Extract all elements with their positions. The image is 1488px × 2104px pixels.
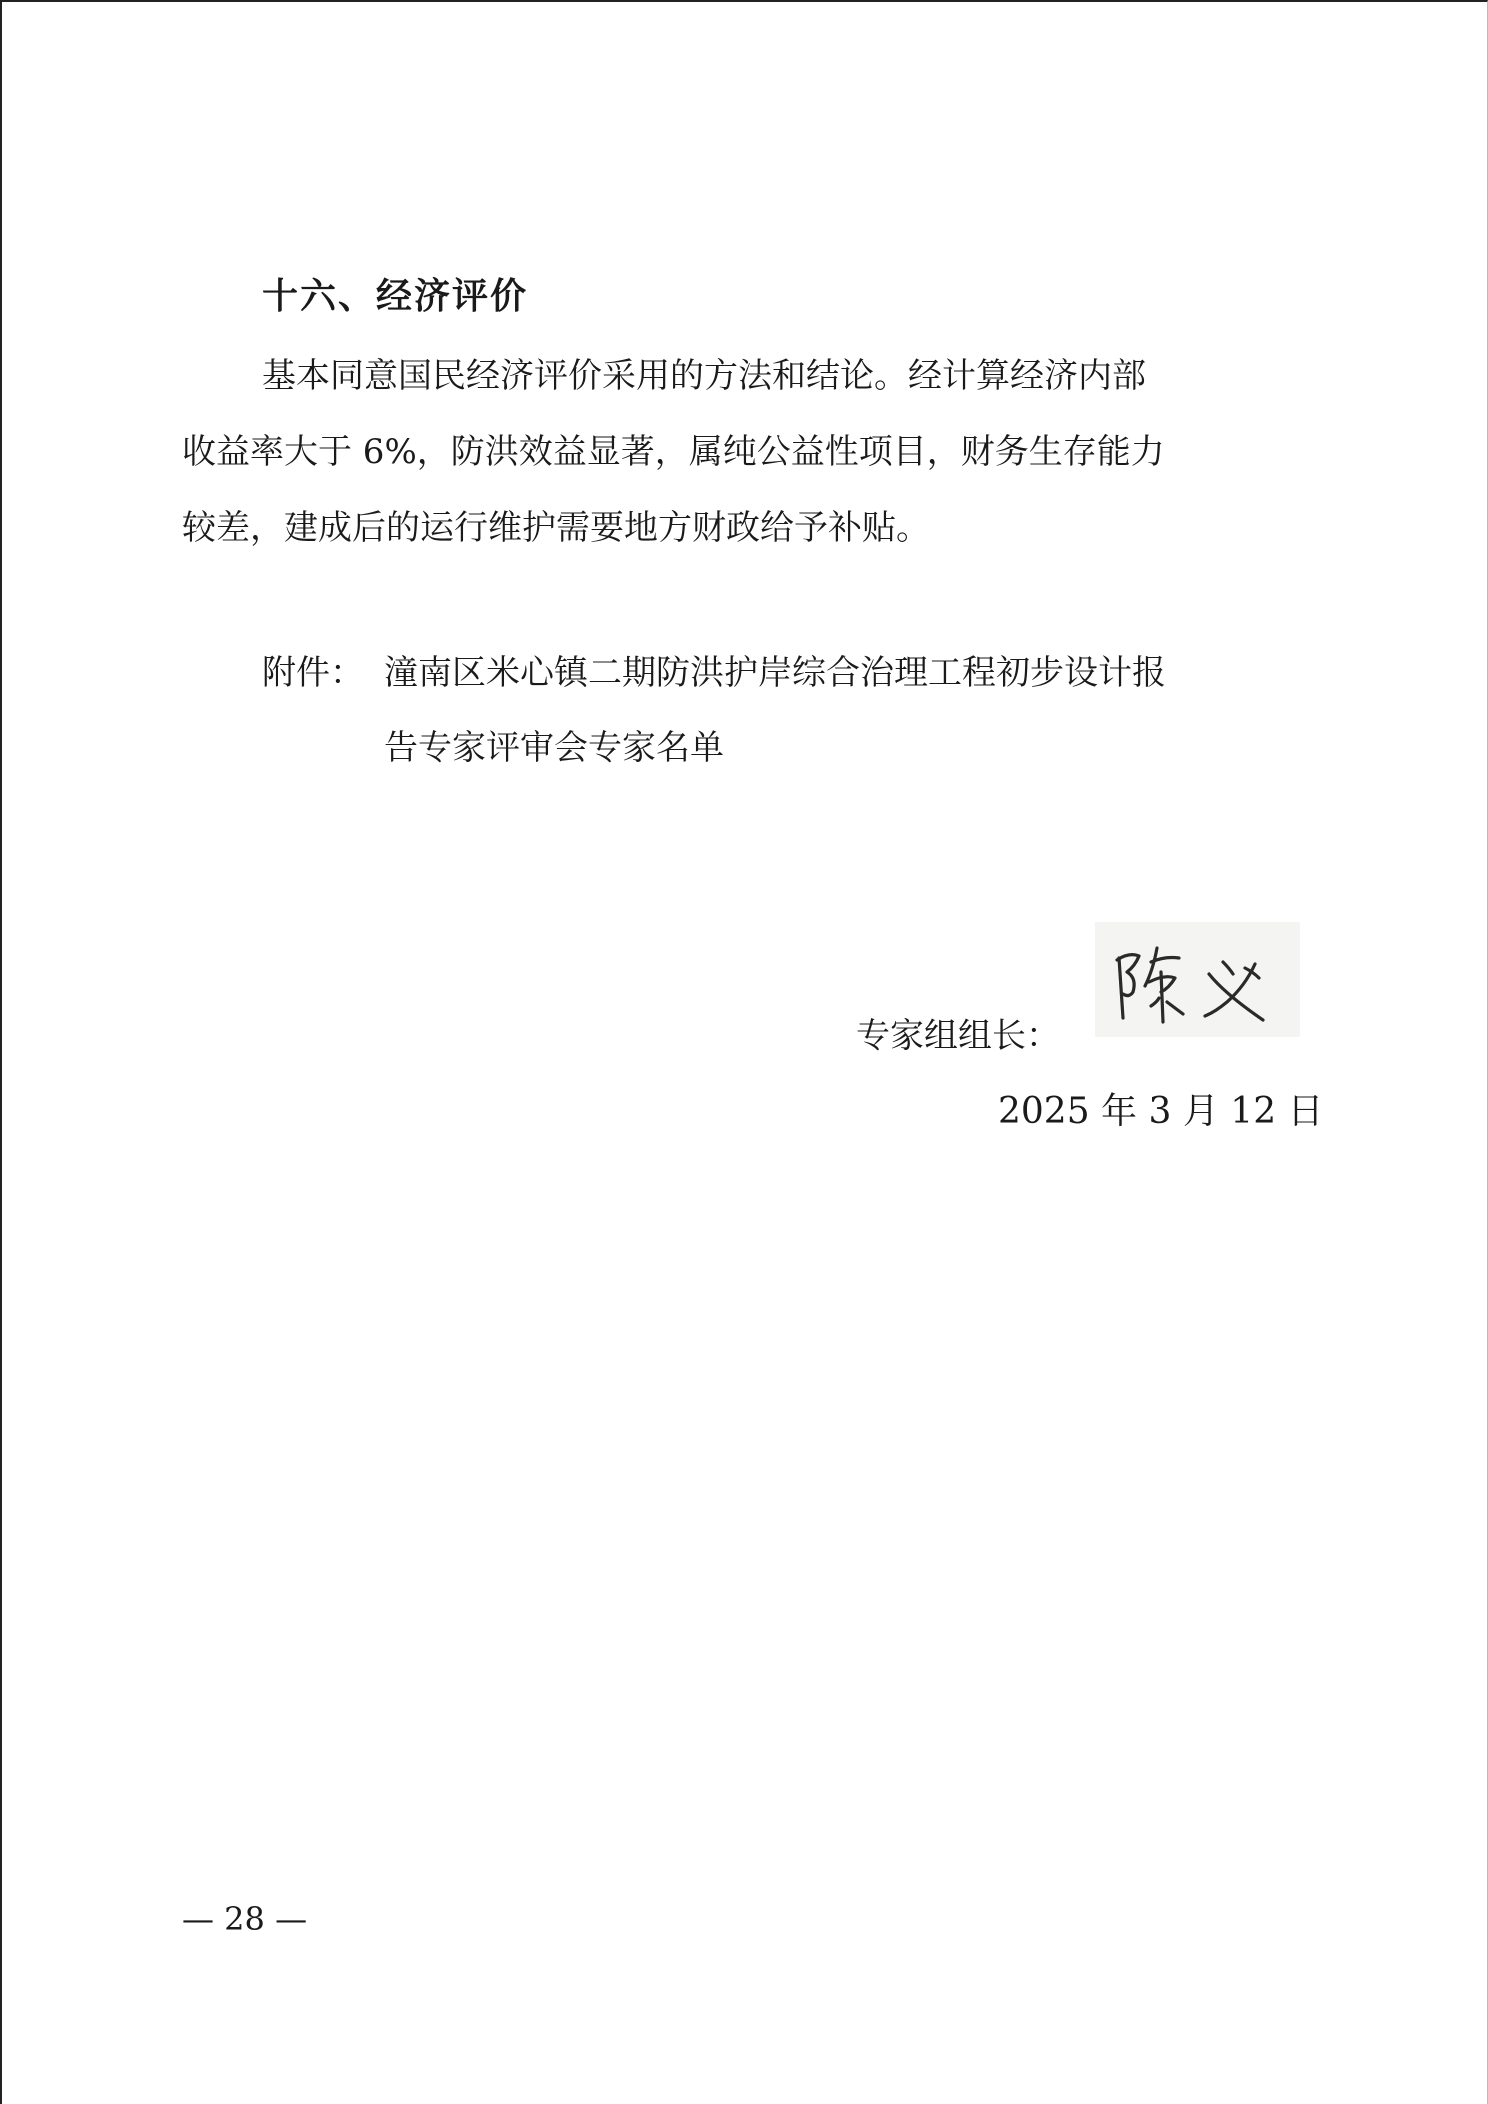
signing-date: 2025 年 3 月 12 日 — [998, 1091, 1324, 1132]
handwritten-signature — [1095, 922, 1300, 1037]
paragraph-line: 收益率大于 6%，防洪效益显著，属纯公益性项目，财务生存能力 — [182, 432, 1165, 472]
section-heading: 十六、经济评价 — [262, 276, 529, 317]
paragraph-line: 基本同意国民经济评价采用的方法和结论。经计算经济内部 — [262, 356, 1146, 396]
signature-label: 专家组组长： — [856, 1016, 1060, 1056]
attachment-line: 告专家评审会专家名单 — [384, 728, 724, 768]
attachment-line: 潼南区米心镇二期防洪护岸综合治理工程初步设计报 — [384, 653, 1166, 693]
paragraph-line: 较差，建成后的运行维护需要地方财政给予补贴。 — [182, 508, 930, 548]
page-number: — 28 — — [182, 1900, 308, 1938]
attachment-label: 附件： — [262, 653, 364, 693]
